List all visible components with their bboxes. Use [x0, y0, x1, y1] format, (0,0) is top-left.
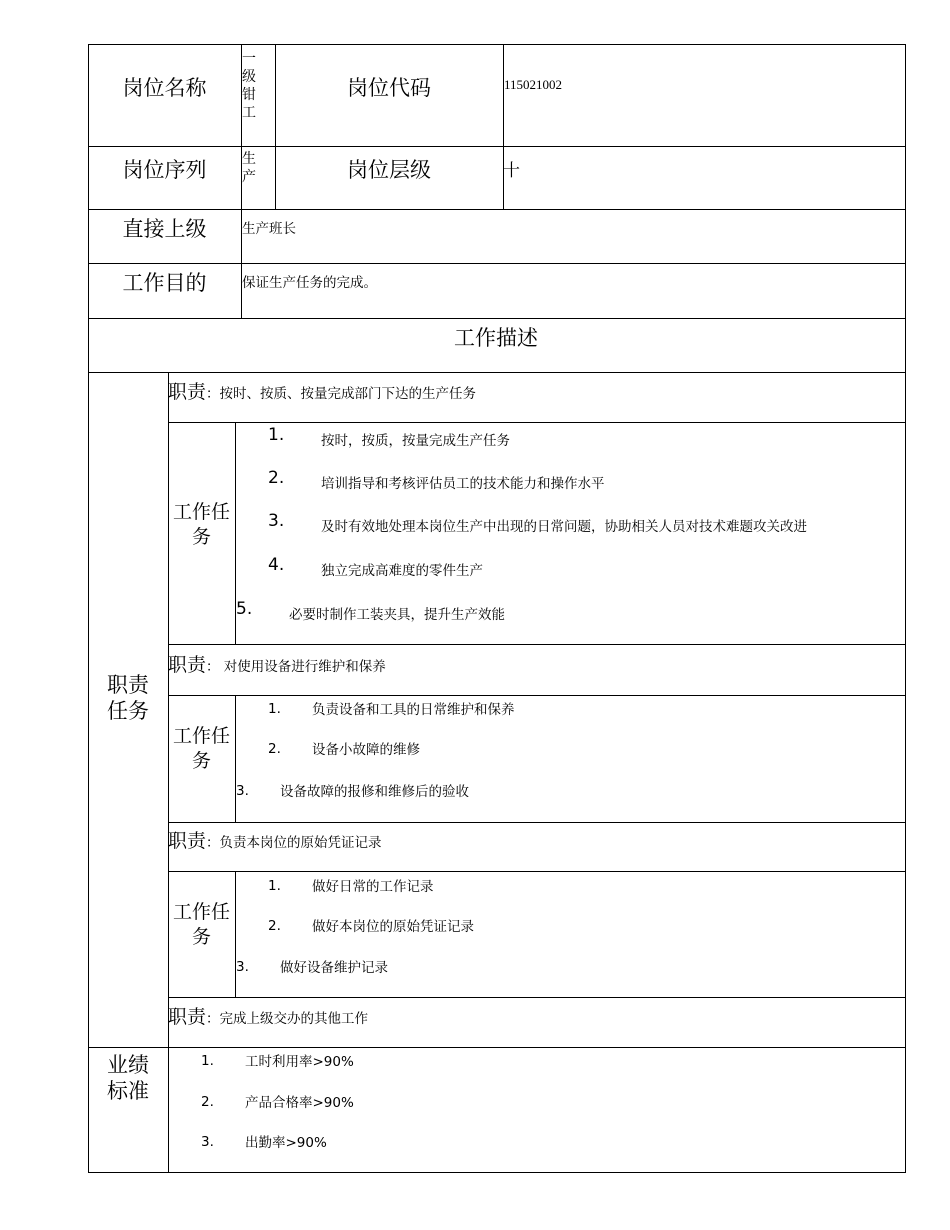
list-item: 3. 做好设备维护记录: [236, 959, 388, 976]
table-border-top: [88, 44, 906, 45]
list-item: 1. 工时利用率>90%: [201, 1053, 354, 1070]
performance-label: 业绩 标准: [107, 1053, 149, 1103]
task-label: 工作任 务: [172, 725, 230, 772]
duty-text: ：按时、按质、按量完成部门下达的生产任务: [206, 386, 477, 402]
row-divider: [88, 372, 906, 373]
list-item: 2. 做好本岗位的原始凭证记录: [268, 918, 474, 935]
row-divider: [168, 871, 906, 872]
table-border-right: [905, 44, 906, 1172]
list-item: 4. 独立完成高难度的零件生产: [268, 555, 483, 579]
list-item: 1. 负责设备和工具的日常维护和保养: [268, 701, 515, 718]
duty-row: [168, 650, 386, 677]
duty-text: ：完成上级交办的其他工作: [206, 1011, 369, 1027]
post-sequence-label: 岗位序列: [122, 158, 207, 182]
post-code-label: 岗位代码: [347, 76, 431, 100]
post-code-value: 115021002: [504, 77, 563, 92]
post-level-value: 十: [503, 161, 520, 181]
duty-prefix: 职责: [168, 654, 207, 676]
list-item: 1. 按时，按质，按量完成生产任务: [268, 425, 510, 449]
list-item: 3. 及时有效地处理本岗位生产中出现的日常问题，协助相关人员对技术难题攻关改进: [268, 511, 807, 535]
row-divider: [88, 263, 906, 264]
row-divider: [168, 997, 906, 998]
table-border-bottom: [88, 1172, 906, 1173]
duty-prefix: 职责: [168, 1006, 207, 1028]
post-level-label: 岗位层级: [347, 158, 431, 182]
row-divider: [168, 695, 906, 696]
section-title: 工作描述: [454, 326, 538, 350]
col-divider: [275, 44, 276, 209]
col-divider: [235, 695, 236, 822]
list-item: 5. 必要时制作工装夹具，提升生产效能: [236, 599, 505, 623]
row-divider: [88, 318, 906, 319]
post-sequence-value: 生 产: [242, 151, 256, 185]
row-divider: [168, 422, 906, 423]
row-divider: [168, 822, 906, 823]
duty-row: [168, 377, 476, 404]
superior-label: 直接上级: [122, 217, 207, 241]
purpose-label: 工作目的: [122, 271, 207, 295]
list-item: 3. 设备故障的报修和维修后的验收: [236, 783, 469, 800]
duty-row: [168, 1002, 368, 1029]
list-item: 2. 培训指导和考核评估员工的技术能力和操作水平: [268, 468, 605, 492]
row-divider: [88, 1047, 906, 1048]
duty-text: ：负责本岗位的原始凭证记录: [206, 835, 382, 851]
duty-row: [168, 826, 382, 853]
duty-area-label: 职责 任务: [107, 673, 149, 723]
row-divider: [88, 209, 906, 210]
list-item: 1. 做好日常的工作记录: [268, 878, 434, 895]
list-item: 2. 设备小故障的维修: [268, 741, 420, 758]
col-divider: [235, 871, 236, 997]
row-divider: [88, 146, 906, 147]
col-divider: [503, 44, 504, 209]
purpose-value: 保证生产任务的完成。: [242, 275, 377, 291]
duty-text: ： 对使用设备进行维护和保养: [206, 659, 386, 675]
duty-prefix: 职责: [168, 830, 207, 852]
superior-value: 生产班长: [242, 221, 296, 237]
duty-prefix: 职责: [168, 381, 207, 403]
list-item: 3. 出勤率>90%: [201, 1134, 327, 1151]
list-item: 2. 产品合格率>90%: [201, 1094, 354, 1111]
task-label: 工作任 务: [172, 501, 230, 548]
row-divider: [168, 644, 906, 645]
post-name-value: 一 级 钳 工: [242, 51, 256, 121]
post-name-label: 岗位名称: [122, 76, 207, 100]
task-label: 工作任 务: [172, 901, 230, 948]
